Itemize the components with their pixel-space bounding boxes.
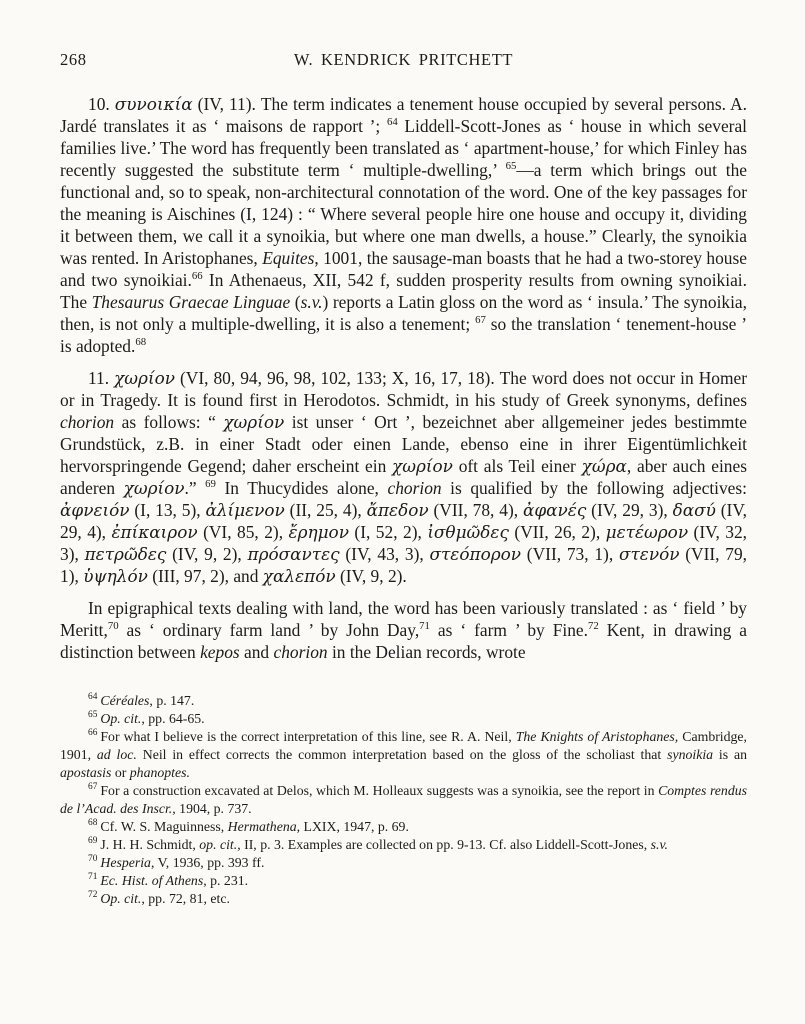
body-text xyxy=(60,93,747,663)
text-run: kepos xyxy=(200,642,240,662)
text-run: The Knights of Aristophanes, xyxy=(515,729,679,744)
text-run: chorion xyxy=(273,642,328,662)
text-run: , pp. 72, 81, etc. xyxy=(141,891,230,906)
text-run: ἀφνειόν xyxy=(60,500,130,520)
text-run: chorion xyxy=(60,412,115,432)
text-run: apostasis xyxy=(60,765,112,780)
page-header xyxy=(60,50,747,72)
text-run: ἀφανές xyxy=(522,500,587,520)
footnote-marker: 64 xyxy=(88,692,98,703)
text-run: ) reports a Latin gloss on the word as ‘ insula.’ The synoikia, then, is not only a multiple-dwelling, it is also a tenement; xyxy=(60,292,747,334)
text-run: , V, 1936, pp. 393 ff. xyxy=(150,855,265,870)
text-run: so the translation ‘ tenement-house ’ is adopted. xyxy=(60,314,747,356)
text-run: as follows: “ xyxy=(114,412,224,432)
text-run: s.v. xyxy=(650,837,668,852)
text-run: , 1904, p. 737. xyxy=(172,801,252,816)
text-run: synoikia xyxy=(667,747,714,762)
text-run: χωρίον xyxy=(392,456,453,476)
footnote xyxy=(60,854,747,872)
footnote xyxy=(60,890,747,908)
text-run: (I, 52, 2), xyxy=(348,522,428,542)
text-run: 10. xyxy=(88,94,115,114)
text-run: (IV, 9, 2). xyxy=(335,566,407,586)
text-run: χωρίον xyxy=(223,412,285,432)
footnote-ref: 64 xyxy=(386,116,398,129)
text-run: , p. 231. xyxy=(203,873,249,888)
text-run: στενόν xyxy=(618,544,680,564)
text-run: μετέωρον xyxy=(605,522,689,542)
text-run: χαλεπόν xyxy=(262,566,336,586)
footnote-ref: 72 xyxy=(587,620,599,633)
text-run: Cf. W. S. Maguinness, xyxy=(100,819,228,834)
footnote xyxy=(60,818,747,836)
text-run: In epigraphical texts dealing with land, the word has been variously translated : as ‘ field ’ by Meritt, xyxy=(60,598,747,640)
text-run: In Athenaeus, XII, 542 f, sudden prosperity results from owning synoikiai. The xyxy=(60,270,747,312)
text-run: (IV, 43, 3), xyxy=(339,544,430,564)
running-head: W. KENDRICK PRITCHETT xyxy=(293,50,514,69)
footnote-marker: 70 xyxy=(88,854,98,865)
text-run: and xyxy=(239,642,274,662)
text-run: J. H. H. Schmidt, xyxy=(100,837,200,852)
text-run: 11. xyxy=(88,368,115,388)
text-run: συνοικία xyxy=(114,94,193,114)
footnote xyxy=(60,728,747,782)
text-run: , pp. 64-65. xyxy=(141,711,205,726)
text-run: In Thucydides alone, xyxy=(215,478,388,498)
text-run: πετρῶδες xyxy=(84,544,167,564)
text-run: .” xyxy=(184,478,206,498)
text-run: Hesperia xyxy=(100,855,151,870)
text-run: ἔρημον xyxy=(288,522,349,542)
text-run: For a construction excavated at Delos, which M. Holleaux suggests was a synoikia, see the report in xyxy=(100,783,659,798)
text-run: δασύ xyxy=(672,500,716,520)
text-run: , p. 147. xyxy=(149,693,195,708)
footnote-ref: 66 xyxy=(191,270,203,283)
text-run: , 1001, the sausage-man boasts that he had a two-storey house and two synoikiai. xyxy=(60,248,747,290)
text-run: χωρίον xyxy=(114,368,175,388)
footnote-ref: 68 xyxy=(135,336,147,349)
footnote-ref: 70 xyxy=(107,620,119,633)
text-run: (IV, 32, 3), xyxy=(60,522,747,564)
text-run: (VII, 79, 1), xyxy=(60,544,747,586)
text-run: Thesaurus Graecae Linguae xyxy=(91,292,291,312)
text-run: ( xyxy=(290,292,301,312)
footnote-marker: 72 xyxy=(88,890,98,901)
text-run: χώρα xyxy=(581,456,627,476)
text-run: (IV, 29, 4), xyxy=(60,500,748,542)
text-run: as ‘ ordinary farm land ’ by John Day, xyxy=(118,620,420,640)
text-run: , II, p. 3. Examples are collected on pp. 9-13. Cf. also Liddell-Scott-Jones, xyxy=(237,837,651,852)
footnote-ref: 69 xyxy=(205,478,216,491)
footnote xyxy=(60,836,747,854)
text-run: is an xyxy=(713,747,747,762)
text-run: ἐπίκαιρον xyxy=(111,522,198,542)
text-run: (IV, 29, 3), xyxy=(586,500,673,520)
text-run: (I, 13, 5), xyxy=(129,500,206,520)
text-run: Op. cit. xyxy=(100,891,142,906)
text-run: op. cit. xyxy=(199,837,238,852)
text-run: (II, 25, 4), xyxy=(284,500,367,520)
footnote-marker: 68 xyxy=(88,818,98,829)
text-run: (IV, 11). The term indicates a tenement house occupied by several persons. A. Jardé translates it as ‘ maisons de rapport ’; xyxy=(60,94,747,136)
footnote-ref: 71 xyxy=(419,620,430,633)
footnote xyxy=(60,872,747,890)
text-run: Comptes rendus de l’Acad. des Inscr. xyxy=(60,783,747,816)
footnote xyxy=(60,692,747,710)
text-run: στεόπορον xyxy=(429,544,522,564)
text-run: πρόσαντες xyxy=(247,544,340,564)
text-run: Neil in effect corrects the common interpretation based on the gloss of the scholiast that xyxy=(136,747,668,762)
text-run: (VI, 85, 2), xyxy=(197,522,289,542)
text-run: Céréales xyxy=(100,693,150,708)
text-run: Equites xyxy=(262,248,315,268)
text-run: —a term which brings out the functional and, so to speak, non-architectural connotation of the word. One of the key passages for the meaning is Aischines (I, 124) : “ Where several people hire one house and occupy it, dividing it between them, we call it a synoikia, but where one man dwells, a house.” Clearly, the synoikia was rented. In Aristophanes, xyxy=(60,160,747,268)
text-run: , aber auch eines anderen xyxy=(60,456,747,498)
text-run: Cambridge, 1901, xyxy=(60,729,748,762)
footnote xyxy=(60,782,747,818)
text-run: or xyxy=(111,765,130,780)
text-run: Ec. Hist. of Athens xyxy=(100,873,204,888)
text-run: oft als Teil einer xyxy=(452,456,582,476)
paragraph xyxy=(60,93,747,357)
text-run: Hermathena xyxy=(227,819,297,834)
footnote-marker: 66 xyxy=(88,728,98,739)
text-run: is qualified by the following adjectives: xyxy=(441,478,748,498)
footnote-ref: 67 xyxy=(475,314,486,327)
text-run: Op. cit. xyxy=(100,711,142,726)
text-run: in the Delian records, wrote xyxy=(327,642,526,662)
text-run: ἰσθμῶδες xyxy=(427,522,509,542)
text-run: , LXIX, 1947, p. 69. xyxy=(296,819,409,834)
footnote-marker: 71 xyxy=(88,872,98,883)
footnote-ref: 65 xyxy=(505,160,517,173)
text-run: chorion xyxy=(387,478,442,498)
text-run: χωρίον xyxy=(123,478,185,498)
text-run: s.v. xyxy=(300,292,323,312)
paragraph xyxy=(60,597,747,663)
text-run: (VI, 80, 94, 96, 98, 102, 133; X, 16, 17, 18). The word does not occur in Homer or in Tragedy. It is found first in Herodotos. Schmidt, in his study of Greek synonyms, defines xyxy=(60,368,747,410)
footnote-marker: 65 xyxy=(88,710,98,721)
text-run: ὑψηλόν xyxy=(83,566,148,586)
text-run: (VII, 73, 1), xyxy=(521,544,619,564)
text-run: (III, 97, 2), and xyxy=(147,566,263,586)
text-run: as ‘ farm ’ by Fine. xyxy=(429,620,588,640)
footnotes-section xyxy=(60,692,747,908)
paragraph xyxy=(60,367,747,587)
text-run: ἄπεδον xyxy=(366,500,429,520)
footnote xyxy=(60,710,747,728)
text-run: ad loc. xyxy=(96,747,137,762)
text-run: phanoptes. xyxy=(129,765,190,780)
footnote-marker: 67 xyxy=(88,782,98,793)
page-number: 268 xyxy=(60,50,87,69)
text-run: Liddell-Scott-Jones as ‘ house in which several families live.’ The word has frequently been translated as ‘ apartment-house,’ for which Finley has recently suggested the substitute term ‘ multiple-dwelling,’ xyxy=(60,116,747,180)
page-body xyxy=(60,50,747,908)
text-run: (IV, 9, 2), xyxy=(166,544,248,564)
text-run: (VII, 26, 2), xyxy=(508,522,606,542)
text-run: ἀλίμενον xyxy=(205,500,285,520)
text-run: For what I believe is the correct interpretation of this line, see R. A. Neil, xyxy=(100,729,516,744)
footnote-marker: 69 xyxy=(88,836,98,847)
text-run: ist unser ‘ Ort ’, bezeichnet aber allgemeiner jedes bestimmte Grundstück, z.B. in einer Stadt oder einen Lande, ebenso eine in ihrer Eigentümlichkeit hervorspringende Gegend; daher erscheint ein xyxy=(60,412,748,476)
text-run: (VII, 78, 4), xyxy=(428,500,523,520)
text-run: Kent, in drawing a distinction between xyxy=(60,620,747,662)
